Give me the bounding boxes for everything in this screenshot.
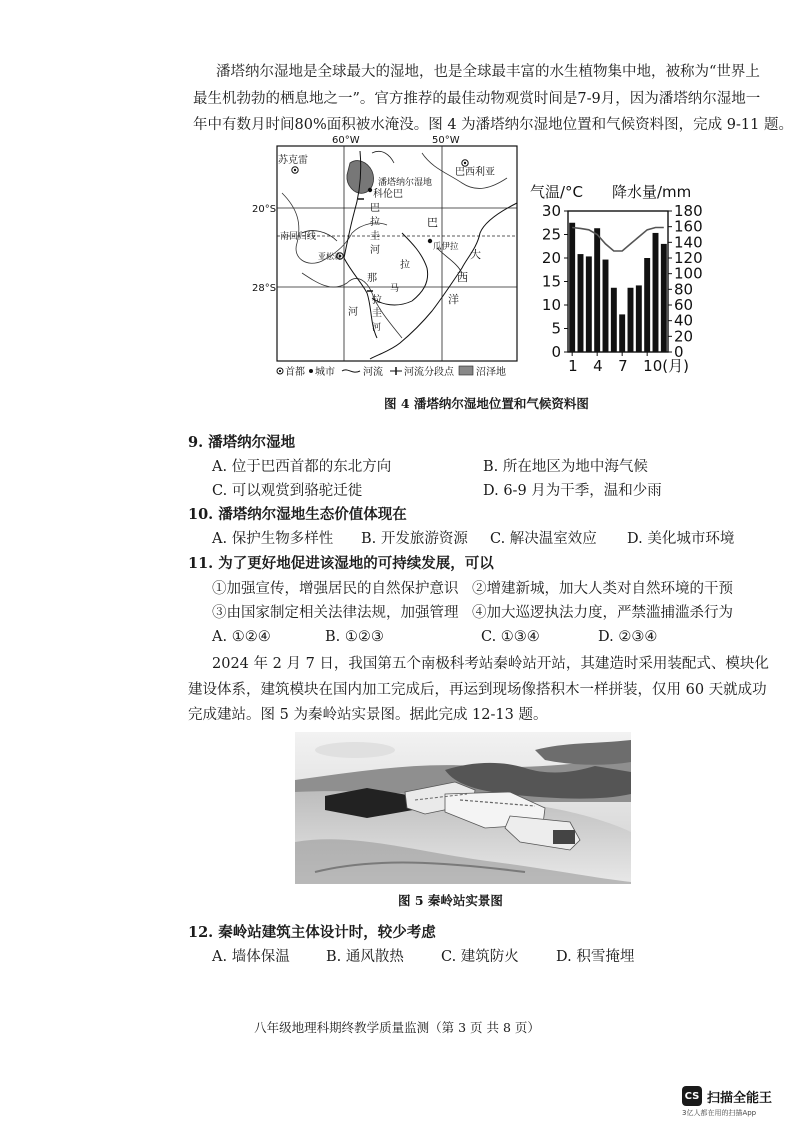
precip-bar bbox=[611, 288, 617, 352]
climate-precip-axis-label: 降水量/mm bbox=[612, 183, 692, 201]
figure4-climate-chart bbox=[522, 180, 712, 375]
map-river-char: 马 bbox=[390, 284, 400, 294]
scanner-watermark bbox=[682, 1086, 792, 1118]
precip-tick-label: 0 bbox=[674, 343, 684, 361]
climate-chart-plot bbox=[542, 202, 703, 375]
intro-2-line-3: 完成建站。图 5 为秦岭站实景图。据此完成 12-13 题。 bbox=[188, 707, 548, 723]
intro-2-line-1: 2024 年 2 月 7 日，我国第五个南极科考站秦岭站开站，其建造时采用装配式、模块化 bbox=[212, 656, 769, 672]
map-lat-label: 28°S bbox=[252, 283, 277, 294]
map-place-asuncion: 亚松森 bbox=[318, 252, 342, 261]
temp-tick-label: 20 bbox=[541, 249, 561, 267]
map-place-corumba: 科伦巴 bbox=[373, 189, 403, 200]
precip-bar bbox=[628, 288, 634, 352]
precip-tick-label: 20 bbox=[674, 327, 694, 346]
figure5-photo bbox=[295, 732, 631, 884]
map-lat-label: 20°S bbox=[252, 204, 277, 215]
question-11-title: 11. 为了更好地促进该湿地的可持续发展，可以 bbox=[188, 555, 494, 572]
precip-bar bbox=[569, 223, 575, 352]
precip-bar bbox=[653, 233, 659, 352]
scanner-app-name: 扫描全能王 bbox=[707, 1090, 773, 1106]
map-ocean-char: 大 bbox=[470, 248, 481, 261]
question-11-option-d[interactable]: D. ②③④ bbox=[598, 629, 658, 645]
map-river-char: 拉 bbox=[372, 295, 382, 306]
legend-swamp: 沼泽地 bbox=[476, 367, 506, 378]
month-tick-label: 1 bbox=[568, 357, 578, 375]
temp-tick-label: 5 bbox=[551, 319, 561, 338]
month-tick-label: 7 bbox=[618, 357, 628, 375]
map-river-char: 巴 bbox=[370, 203, 380, 214]
map-river-char: 那 bbox=[367, 273, 377, 284]
map-river-char: 圭 bbox=[370, 231, 380, 242]
map-place-brasilia: 巴西利亚 bbox=[455, 167, 495, 178]
question-10-title: 10. 潘塔纳尔湿地生态价值体现在 bbox=[188, 506, 407, 523]
precip-tick-label: 160 bbox=[674, 217, 703, 236]
temperature-line bbox=[572, 228, 664, 252]
map-river-char: 拉 bbox=[370, 217, 380, 228]
temp-tick-label: 15 bbox=[541, 272, 561, 291]
question-10-option-d[interactable]: D. 美化城市环境 bbox=[627, 531, 735, 547]
scanner-tagline: 3亿人都在用的扫描App bbox=[682, 1109, 757, 1117]
precip-bar bbox=[661, 244, 667, 352]
precip-bar bbox=[636, 285, 642, 352]
question-12-option-d[interactable]: D. 积雪掩埋 bbox=[556, 949, 635, 965]
legend-river: 河流 bbox=[363, 367, 383, 378]
precip-bar bbox=[586, 256, 592, 352]
figure4-map bbox=[252, 133, 522, 378]
map-river-char: 河 bbox=[370, 245, 380, 256]
precip-tick-label: 100 bbox=[674, 264, 703, 283]
question-10-option-b[interactable]: B. 开发旅游资源 bbox=[361, 531, 468, 547]
question-11-statement-2: ②增建新城，加大人类对自然环境的干预 bbox=[472, 581, 733, 597]
map-place-pantanal: 潘塔纳尔湿地 bbox=[378, 178, 433, 188]
temp-tick-label: 0 bbox=[551, 343, 561, 361]
scanner-logo-text: CS bbox=[684, 1090, 700, 1102]
map-river-char: 圭 bbox=[372, 308, 382, 319]
question-11-statement-1: ①加强宣传，增强居民的自然保护意识 bbox=[212, 581, 459, 597]
question-9-option-b[interactable]: B. 所在地区为地中海气候 bbox=[483, 459, 648, 475]
map-lon-label: 60°W bbox=[332, 135, 360, 146]
question-12-option-b[interactable]: B. 通风散热 bbox=[326, 949, 404, 965]
month-tick-label: 4 bbox=[593, 357, 603, 375]
question-9-title: 9. 潘塔纳尔湿地 bbox=[188, 434, 296, 451]
question-11-option-b[interactable]: B. ①②③ bbox=[325, 629, 384, 645]
map-lon-label: 50°W bbox=[432, 135, 460, 146]
map-place-sucre: 苏克雷 bbox=[278, 155, 308, 166]
question-12-option-c[interactable]: C. 建筑防火 bbox=[441, 949, 519, 965]
map-ocean-char: 洋 bbox=[448, 293, 459, 306]
precip-bar bbox=[644, 258, 650, 352]
temp-tick-label: 25 bbox=[541, 225, 561, 244]
map-river-char: 河 bbox=[348, 307, 358, 318]
legend-city: 城市 bbox=[315, 367, 335, 378]
map-river-char: 河 bbox=[372, 323, 382, 333]
climate-temp-axis-label: 气温/°C bbox=[530, 183, 584, 201]
map-tropic-label: 南回归线 bbox=[280, 232, 317, 242]
scanner-logo bbox=[682, 1086, 702, 1106]
intro-1-line-1: 潘塔纳尔湿地是全球最大的湿地，也是全球最丰富的水生植物集中地，被称为“世界上 bbox=[216, 64, 760, 80]
precip-bar bbox=[578, 254, 584, 352]
temp-tick-label: 10 bbox=[541, 296, 561, 314]
map-ocean-char: 西 bbox=[457, 271, 468, 284]
intro-1-line-3: 年中有数月时间80%面积被水淹没。图 4 为潘塔纳尔湿地位置和气候资料图，完成 9-11 题。 bbox=[193, 117, 793, 133]
precip-tick-label: 40 bbox=[674, 311, 694, 330]
question-10-option-c[interactable]: C. 解决温室效应 bbox=[490, 531, 597, 547]
question-11-option-a[interactable]: A. ①②④ bbox=[212, 629, 271, 645]
precip-tick-label: 80 bbox=[674, 280, 694, 299]
question-9-option-d[interactable]: D. 6-9 月为干季，温和少雨 bbox=[483, 483, 662, 499]
map-country-char: 巴 bbox=[427, 216, 438, 229]
precip-tick-label: 180 bbox=[674, 202, 703, 220]
legend-capital: 首都 bbox=[285, 367, 305, 378]
question-11-statement-3: ③由国家制定相关法律法规，加强管理 bbox=[212, 605, 459, 621]
question-9-option-c[interactable]: C. 可以观赏到骆驼迁徙 bbox=[212, 483, 363, 499]
precip-bar bbox=[603, 260, 609, 352]
precip-tick-label: 60 bbox=[674, 296, 694, 314]
question-11-option-c[interactable]: C. ①③④ bbox=[481, 629, 540, 645]
intro-1-line-2: 最生机勃勃的栖息地之一”。官方推荐的最佳动物观赏时间是7-9月，因为潘塔纳尔湿地一 bbox=[193, 91, 761, 107]
temp-tick-label: 30 bbox=[541, 202, 561, 220]
precip-bar bbox=[619, 314, 625, 352]
question-12-option-a[interactable]: A. 墙体保温 bbox=[212, 949, 290, 965]
figure4-caption: 图 4 潘塔纳尔湿地位置和气候资料图 bbox=[384, 396, 589, 411]
question-12-title: 12. 秦岭站建筑主体设计时，较少考虑 bbox=[188, 924, 436, 941]
intro-2-line-2: 建设体系，建筑模块在国内加工完成后，再运到现场像搭积木一样拼装，仅用 60 天就成功 bbox=[188, 682, 767, 698]
month-tick-label: 10(月) bbox=[643, 357, 689, 375]
map-legend bbox=[277, 365, 506, 378]
map-place-guaira: 瓜伊拉 bbox=[433, 242, 459, 252]
precip-bar bbox=[594, 228, 600, 352]
page-footer: 八年级地理科期终教学质量监测（第 3 页 共 8 页） bbox=[254, 1020, 540, 1035]
figure5-caption: 图 5 秦岭站实景图 bbox=[398, 893, 503, 908]
question-10-option-a[interactable]: A. 保护生物多样性 bbox=[212, 531, 334, 547]
question-9-option-a[interactable]: A. 位于巴西首都的东北方向 bbox=[212, 459, 392, 475]
question-11-statement-4: ④加大巡逻执法力度，严禁滥捕滥杀行为 bbox=[472, 605, 733, 621]
legend-river-section: 河流分段点 bbox=[404, 367, 454, 378]
map-river-char: 拉 bbox=[400, 260, 410, 271]
precip-tick-label: 140 bbox=[674, 233, 703, 252]
precip-tick-label: 120 bbox=[674, 249, 703, 267]
